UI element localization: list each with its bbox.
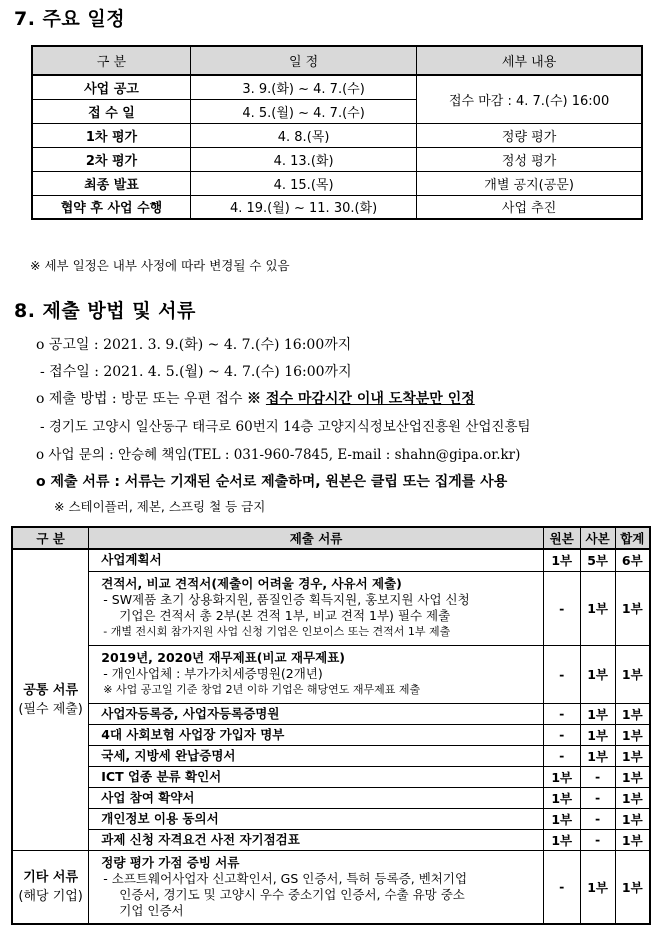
docs-header-original: 원본 bbox=[543, 527, 580, 549]
doc-cell bbox=[89, 766, 543, 787]
table-row bbox=[12, 850, 650, 924]
copy-count: - bbox=[580, 787, 615, 808]
total-count: 1부 bbox=[615, 745, 650, 766]
orig-count: - bbox=[543, 571, 580, 645]
common-cat-sub: (필수 제출) bbox=[18, 701, 83, 717]
schedule-date: 4. 19.(월) ~ 11. 30.(화) bbox=[190, 195, 416, 219]
announce-date: o 공고일 : 2021. 3. 9.(화) ~ 4. 7.(수) 16:00까지 bbox=[36, 337, 352, 353]
doc-sub: ※ 사업 공고일 기준 창업 2년 이하 기업은 해당연도 재무제표 제출 bbox=[103, 683, 421, 696]
schedule-date: 4. 5.(월) ~ 4. 7.(수) bbox=[190, 99, 416, 123]
schedule-note: ※ 세부 일정은 내부 사정에 따라 변경될 수 있음 bbox=[30, 258, 290, 273]
other-docs-category bbox=[12, 850, 89, 924]
total-count: 1부 bbox=[615, 787, 650, 808]
table-row bbox=[12, 808, 650, 829]
copy-count: 5부 bbox=[580, 549, 615, 571]
method-text: o 제출 방법 : 방문 또는 우편 접수 bbox=[36, 391, 248, 407]
orig-count: - bbox=[543, 724, 580, 745]
copy-count: - bbox=[580, 766, 615, 787]
doc-title: 과제 신청 자격요건 사전 자기점검표 bbox=[101, 831, 300, 847]
inquiry-line: o 사업 문의 : 안승혜 책임(TEL : 031-960-7845, E-mail : shahn@gipa.or.kr) bbox=[36, 447, 521, 463]
documents-table bbox=[11, 526, 651, 925]
submit-docs-line: o 제출 서류 : 서류는 기재된 순서로 제출하며, 원본은 클립 또는 집게를 사용 bbox=[36, 474, 508, 490]
doc-sub: - SW제품 초기 상용화지원, 품질인증 획득지원, 홍보지원 사업 신청 bbox=[103, 592, 470, 607]
doc-cell bbox=[89, 645, 543, 703]
schedule-date: 3. 9.(화) ~ 4. 7.(수) bbox=[190, 75, 416, 99]
schedule-label: 최종 발표 bbox=[32, 171, 190, 195]
docs-header-category: 구 분 bbox=[12, 527, 89, 549]
common-docs-category bbox=[12, 549, 89, 850]
orig-count: - bbox=[543, 703, 580, 724]
copy-count: 1부 bbox=[580, 745, 615, 766]
doc-sub: - 소프트웨어사업자 신고확인서, GS 인증서, 특허 등록증, 벤처기업 bbox=[103, 870, 468, 886]
schedule-row bbox=[32, 195, 642, 219]
copy-count: - bbox=[580, 829, 615, 850]
schedule-row bbox=[32, 123, 642, 147]
schedule-header-category: 구 분 bbox=[32, 46, 190, 75]
table-row bbox=[12, 745, 650, 766]
doc-sub: 인증서, 경기도 및 고양시 우수 중소기업 인증서, 수출 유망 중소 bbox=[119, 886, 465, 902]
doc-title: ICT 업종 분류 확인서 bbox=[101, 768, 222, 784]
copy-count: 1부 bbox=[580, 703, 615, 724]
schedule-detail: 정성 평가 bbox=[417, 147, 642, 171]
doc-sub: 기업 인증서 bbox=[119, 902, 184, 918]
other-cat-sub: (해당 기업) bbox=[18, 888, 83, 904]
doc-title: 국세, 지방세 완납증명서 bbox=[101, 747, 236, 763]
doc-cell bbox=[89, 724, 543, 745]
docs-header-total: 합계 bbox=[615, 527, 650, 549]
table-row bbox=[12, 645, 650, 703]
schedule-label: 협약 후 사업 수행 bbox=[32, 195, 190, 219]
orig-count: - bbox=[543, 850, 580, 924]
doc-title: 견적서, 비교 견적서(제출이 어려울 경우, 사유서 제출) bbox=[101, 576, 402, 591]
copy-count: 1부 bbox=[580, 724, 615, 745]
total-count: 1부 bbox=[615, 829, 650, 850]
doc-cell bbox=[89, 829, 543, 850]
table-row bbox=[12, 724, 650, 745]
table-row bbox=[12, 829, 650, 850]
orig-count: 1부 bbox=[543, 829, 580, 850]
submit-method bbox=[36, 388, 475, 408]
table-row bbox=[12, 787, 650, 808]
common-cat-title: 공통 서류 bbox=[23, 682, 79, 698]
doc-sub: - 개인사업체 : 부가가치세증명원(2개년) bbox=[103, 666, 323, 681]
schedule-detail: 사업 추진 bbox=[417, 195, 642, 219]
total-count: 1부 bbox=[615, 850, 650, 924]
address-line: - 경기도 고양시 일산동구 태극로 60번지 14층 고양지식정보산업진흥원 산업진흥팀 bbox=[40, 419, 531, 435]
total-count: 1부 bbox=[615, 724, 650, 745]
doc-cell bbox=[89, 850, 543, 924]
schedule-label: 접 수 일 bbox=[32, 99, 190, 123]
doc-sub: 기업은 견적서 총 2부(본 견적 1부, 비교 견적 1부) 필수 제출 bbox=[119, 608, 451, 623]
schedule-detail: 정량 평가 bbox=[417, 123, 642, 147]
schedule-header-detail: 세부 내용 bbox=[417, 46, 642, 75]
orig-count: - bbox=[543, 645, 580, 703]
copy-count: - bbox=[580, 808, 615, 829]
table-row bbox=[12, 766, 650, 787]
table-row bbox=[12, 703, 650, 724]
schedule-row bbox=[32, 75, 642, 99]
schedule-row bbox=[32, 171, 642, 195]
doc-title: 사업자등록증, 사업자등록증명원 bbox=[101, 705, 280, 721]
schedule-table bbox=[31, 45, 643, 220]
schedule-header-date: 일 정 bbox=[190, 46, 416, 75]
doc-title: 사업계획서 bbox=[101, 552, 162, 568]
orig-count: - bbox=[543, 745, 580, 766]
total-count: 1부 bbox=[615, 808, 650, 829]
orig-count: 1부 bbox=[543, 549, 580, 571]
doc-cell bbox=[89, 571, 543, 645]
total-count: 6부 bbox=[615, 549, 650, 571]
doc-title: 4대 사회보험 사업장 가입자 명부 bbox=[101, 726, 285, 742]
method-emphasis: 접수 마감시간 이내 도착분만 인정 bbox=[265, 391, 475, 407]
orig-count: 1부 bbox=[543, 766, 580, 787]
other-cat-title: 기타 서류 bbox=[23, 869, 79, 885]
doc-title: 2019년, 2020년 재무제표(비교 재무제표) bbox=[101, 650, 345, 665]
total-count: 1부 bbox=[615, 645, 650, 703]
schedule-row bbox=[32, 147, 642, 171]
schedule-label: 2차 평가 bbox=[32, 147, 190, 171]
docs-header-row bbox=[12, 527, 650, 549]
docs-header-copy: 사본 bbox=[580, 527, 615, 549]
orig-count: 1부 bbox=[543, 808, 580, 829]
orig-count: 1부 bbox=[543, 787, 580, 808]
schedule-header-row bbox=[32, 46, 642, 75]
schedule-label: 1차 평가 bbox=[32, 123, 190, 147]
section-7-title: 7. 주요 일정 bbox=[14, 8, 126, 30]
doc-title: 개인정보 이용 동의서 bbox=[101, 810, 219, 826]
copy-count: 1부 bbox=[580, 645, 615, 703]
schedule-label: 사업 공고 bbox=[32, 75, 190, 99]
doc-cell bbox=[89, 808, 543, 829]
submit-docs-note: ※ 스테이플러, 제본, 스프링 철 등 금지 bbox=[54, 499, 266, 514]
schedule-merged-detail: 접수 마감 : 4. 7.(수) 16:00 bbox=[417, 75, 642, 123]
schedule-date: 4. 15.(목) bbox=[190, 171, 416, 195]
doc-cell bbox=[89, 703, 543, 724]
schedule-detail: 개별 공지(공문) bbox=[417, 171, 642, 195]
method-mark: ※ bbox=[247, 391, 266, 407]
section-8-title: 8. 제출 방법 및 서류 bbox=[14, 300, 196, 322]
total-count: 1부 bbox=[615, 766, 650, 787]
table-row bbox=[12, 549, 650, 571]
copy-count: 1부 bbox=[580, 850, 615, 924]
schedule-date: 4. 13.(화) bbox=[190, 147, 416, 171]
doc-cell bbox=[89, 787, 543, 808]
schedule-date: 4. 8.(목) bbox=[190, 123, 416, 147]
total-count: 1부 bbox=[615, 571, 650, 645]
doc-sub: - 개별 전시회 참가지원 사업 신청 기업은 인보이스 또는 견적서 1부 제출 bbox=[103, 625, 451, 638]
doc-cell bbox=[89, 745, 543, 766]
doc-title: 정량 평가 가점 증빙 서류 bbox=[101, 854, 240, 870]
docs-header-document: 제출 서류 bbox=[89, 527, 543, 549]
doc-cell bbox=[89, 549, 543, 571]
table-row bbox=[12, 571, 650, 645]
copy-count: 1부 bbox=[580, 571, 615, 645]
receipt-date: - 접수일 : 2021. 4. 5.(월) ~ 4. 7.(수) 16:00까지 bbox=[40, 364, 352, 380]
total-count: 1부 bbox=[615, 703, 650, 724]
doc-title: 사업 참여 확약서 bbox=[101, 789, 195, 805]
